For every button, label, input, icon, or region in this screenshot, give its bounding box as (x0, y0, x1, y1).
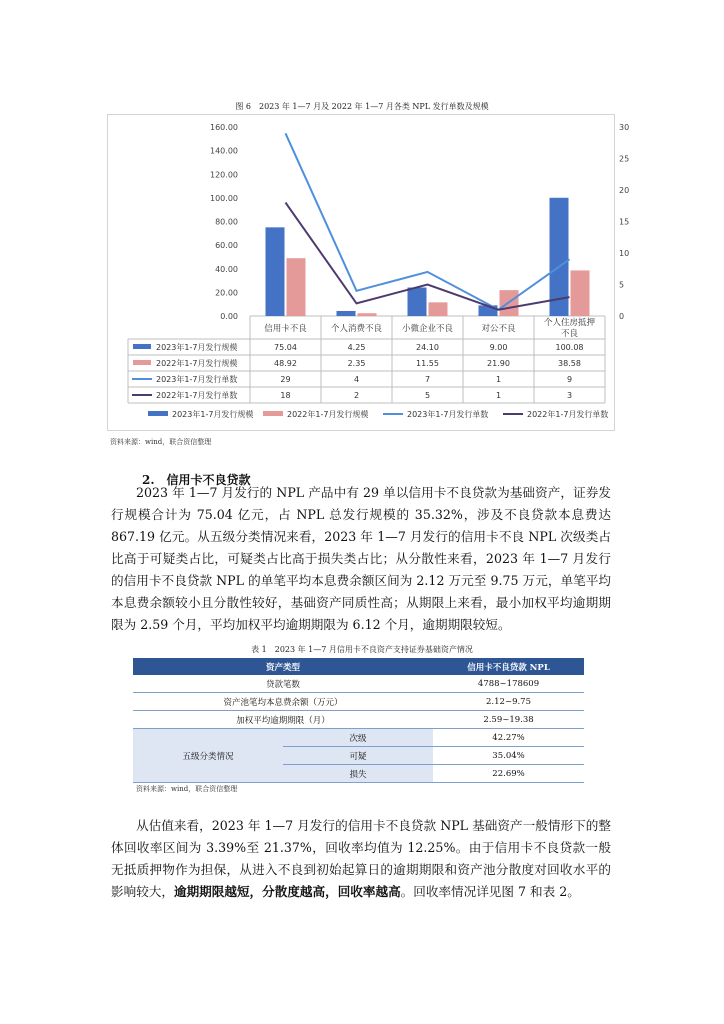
table-cell-value: 4788~178609 (433, 675, 584, 693)
x-category-label: 信用卡不良 (264, 324, 307, 334)
data-label: 100.08 (555, 343, 584, 352)
x-category-label: 不良 (560, 329, 579, 339)
data-label: 1 (495, 391, 502, 400)
table-row (133, 711, 584, 729)
section-heading: 2. 信用卡不良贷款 (142, 473, 251, 487)
table-group-label: 五级分类情况 (133, 729, 283, 783)
bar-2023-scale (266, 227, 285, 316)
table-caption: 表 1 2023 年 1—7 月信用卡不良资产支持证券基础资产情况 (251, 645, 473, 654)
legend-swatch (263, 411, 283, 416)
table-cell-value: 35.04% (433, 747, 584, 765)
y-right-tick-label: 5 (619, 280, 625, 290)
line-2023-count (286, 133, 570, 309)
data-label: 2.35 (347, 359, 366, 368)
table-header-asset-type: 资产类型 (133, 658, 433, 675)
bar-2022-scale (571, 270, 590, 316)
data-label: 24.10 (416, 343, 439, 352)
legend-key-0 (133, 344, 151, 349)
y-left-tick-label: 140.00 (210, 146, 238, 156)
legend-label: 2023年1-7月发行规模 (172, 410, 254, 419)
data-label: 18 (280, 391, 291, 400)
asset-table (133, 658, 584, 783)
data-label: 1 (495, 375, 502, 384)
y-right-tick-label: 10 (619, 249, 630, 258)
line-2022-count (286, 203, 570, 310)
data-label: 48.92 (274, 359, 297, 368)
data-label: 75.04 (274, 343, 297, 352)
paragraph-valuation (111, 815, 611, 903)
table-cell-value: 2.59~19.38 (433, 711, 584, 729)
table-cell-label: 可疑 (283, 747, 433, 765)
data-label: 29 (280, 375, 291, 384)
table-cell-value: 2.12~9.75 (433, 693, 584, 711)
x-category-label: 个人消费不良 (330, 324, 383, 334)
table-series-name: 2023年1-7月发行单数 (156, 375, 238, 384)
table-series-name: 2022年1-7月发行规模 (156, 359, 238, 368)
table-cell-label: 次级 (283, 729, 433, 747)
bar-2022-scale (429, 302, 448, 316)
figure-source: 资料来源：wind，联合资信整理 (110, 438, 212, 446)
table-series-name: 2023年1-7月发行规模 (156, 343, 238, 352)
y-left-tick-label: 20.00 (215, 288, 238, 298)
table-row (133, 693, 584, 711)
table-cell-value: 22.69% (433, 765, 584, 783)
x-category-label: 小微企业不良 (401, 324, 454, 334)
y-right-tick-label: 25 (619, 154, 630, 164)
data-label: 9 (566, 375, 573, 384)
legend-swatch (148, 411, 168, 416)
table-row (133, 729, 584, 747)
y-right-tick-label: 15 (619, 217, 630, 227)
table-cell-label: 加权平均逾期期限（月） (133, 711, 433, 729)
legend-label: 2022年1-7月发行单数 (527, 410, 609, 419)
legend-key-1 (133, 360, 151, 365)
paragraph-bold-text: 逾期期限越短，分散度越高，回收率越高 (173, 884, 401, 899)
data-label: 4 (353, 375, 360, 384)
y-left-tick-label: 160.00 (210, 123, 238, 132)
bar-2022-scale (287, 258, 306, 316)
y-left-tick-label: 80.00 (215, 217, 238, 227)
data-label: 2 (353, 391, 360, 400)
table-row (133, 675, 584, 693)
paragraph-text: 。回收率情况详见图 7 和表 2。 (400, 884, 580, 899)
y-left-tick-label: 60.00 (215, 241, 238, 251)
paragraph-text: 从估值来看，2023 年 1—7 月发行的信用卡不良贷款 NPL 基础资产一般情形下的整体回收率区间为 3.39%至 21.37%，回收率均值为 12.25%。由于信用卡不良贷款一般无抵质押物作为担保，从进入不良到初始起算日的逾期期限和资产池分散度对回收水平的影响较大， (111, 818, 611, 899)
table-source: 资料来源：wind，联合资信整理 (136, 785, 238, 793)
table-header-npl: 信用卡不良贷款 NPL (433, 658, 584, 675)
data-label: 21.90 (487, 359, 510, 368)
data-label: 7 (424, 375, 431, 384)
table-series-name: 2022年1-7月发行单数 (156, 391, 238, 400)
legend-label: 2023年1-7月发行单数 (407, 410, 489, 419)
npl-issuance-chart (108, 115, 630, 432)
y-left-tick-label: 120.00 (210, 170, 238, 180)
bar-2022-scale (358, 313, 377, 316)
table-cell-value: 42.27% (433, 729, 584, 747)
paragraph-text: 2023 年 1—7 月发行的 NPL 产品中有 29 单以信用卡不良贷款为基础资产，证券发行规模合计为 75.04 亿元，占 NPL 总发行规模的 35.32%，涉及不良贷款本息费达 867.19 亿元。从五级分类情况来看，2023 年 1—7 月发行的信用卡不良 NPL 次级类占比高于可疑类占比，可疑类占比高于损失类占比；从分散性来看，2023 年 1—7 月发行的信用卡不良贷款 NPL 的单笔平均本息费余额区间为 2.12 万元至 9.75 万元，单笔平均本息费余额较小且分散性较好，基础资产同质性高；从期限上来看，最小加权平均逾期期限为 2.59 个月，平均加权平均逾期期限为 6.12 个月，逾期期限较短。 (111, 485, 611, 632)
y-right-tick-label: 20 (619, 186, 630, 195)
y-left-tick-label: 40.00 (215, 264, 238, 274)
y-right-tick-label: 30 (619, 123, 630, 132)
chart-container (107, 114, 630, 431)
y-left-tick-label: 0.00 (220, 312, 238, 321)
figure-caption: 图 6 2023 年 1—7 月及 2022 年 1—7 月各类 NPL 发行单数及规模 (235, 102, 489, 111)
bar-2023-scale (337, 311, 356, 316)
data-label: 3 (566, 391, 573, 400)
data-label: 38.58 (558, 359, 581, 368)
table-cell-label: 资产池笔均本息费余额（万元） (133, 693, 433, 711)
data-label: 9.00 (489, 343, 508, 352)
data-label: 4.25 (347, 343, 366, 352)
y-right-tick-label: 0 (619, 312, 625, 321)
x-category-label: 个人住房抵押 (543, 318, 596, 328)
table-cell-label: 损失 (283, 765, 433, 783)
y-left-tick-label: 100.00 (210, 193, 238, 203)
paragraph-credit-card (111, 482, 611, 636)
legend-label: 2022年1-7月发行规模 (287, 410, 369, 419)
table-cell-label: 贷款笔数 (133, 675, 433, 693)
data-label: 5 (424, 391, 431, 400)
x-category-label: 对公不良 (481, 324, 516, 334)
bar-2023-scale (408, 288, 427, 316)
data-label: 11.55 (416, 359, 439, 368)
